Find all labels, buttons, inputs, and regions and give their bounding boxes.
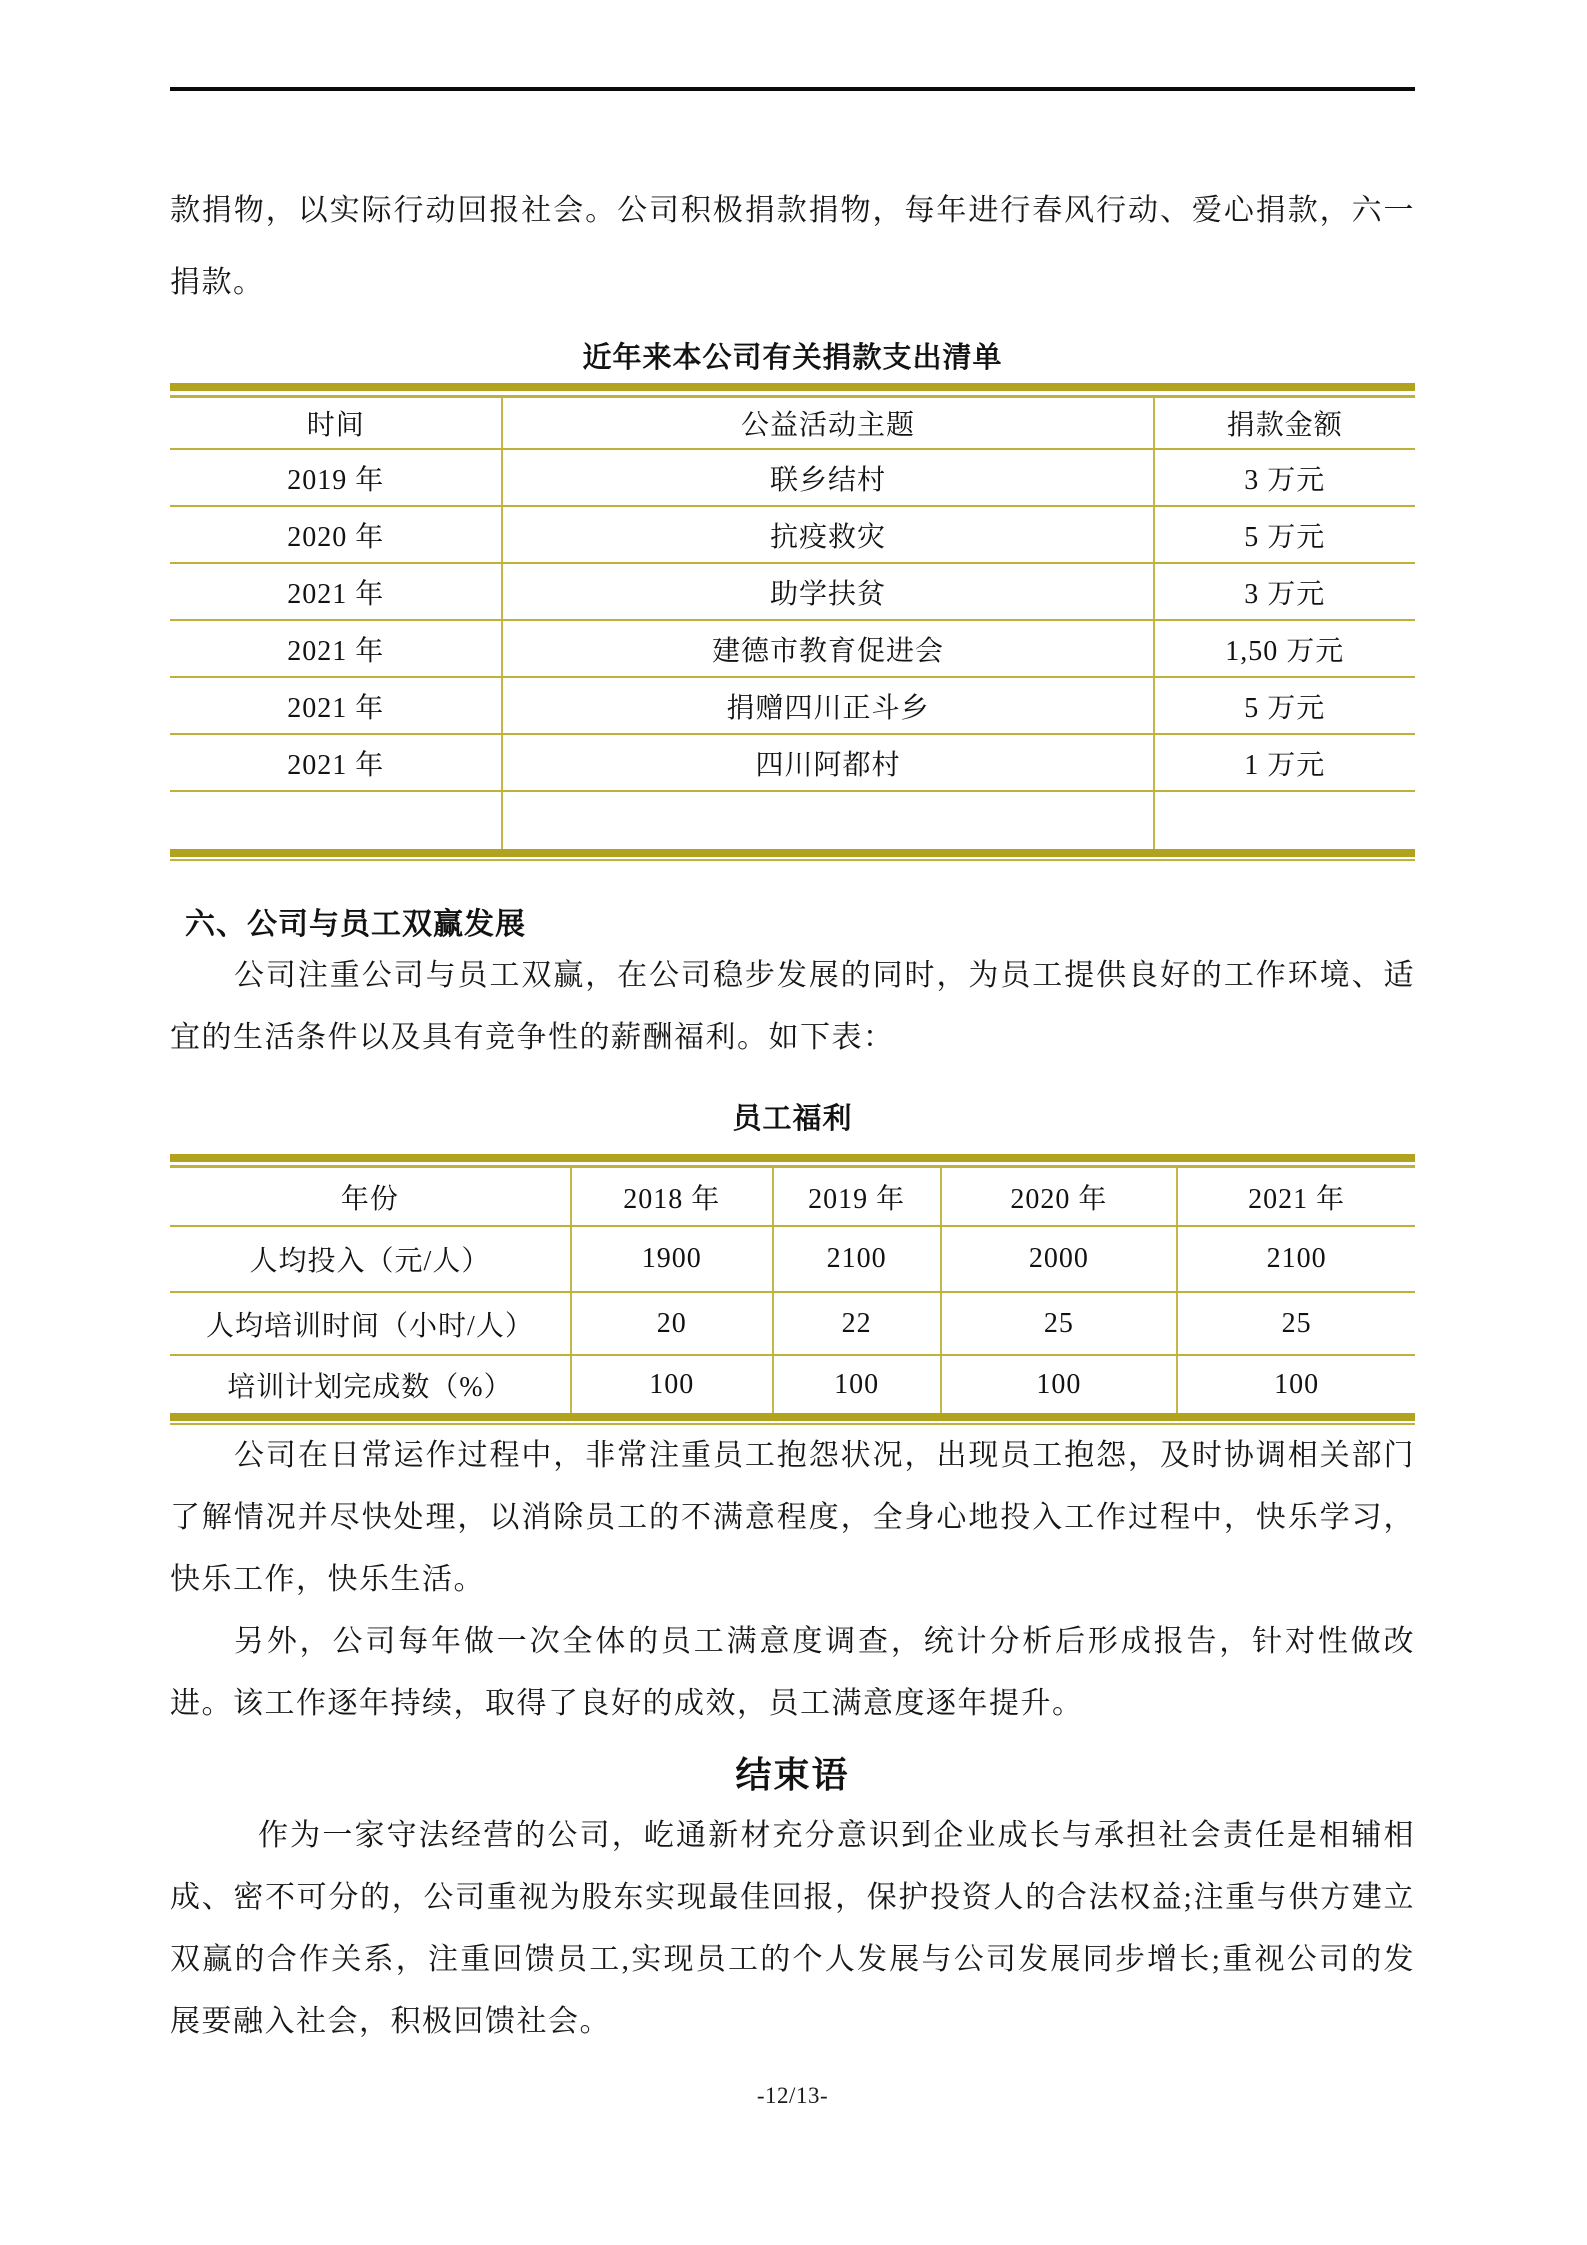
table-cell: 2000 <box>941 1226 1178 1292</box>
column-header: 时间 <box>170 398 502 449</box>
table-top-bar <box>170 383 1415 391</box>
table-cell: 2021 年 <box>170 563 502 620</box>
column-header: 年份 <box>170 1168 571 1226</box>
table-row-empty <box>170 791 1415 849</box>
table-cell: 100 <box>773 1355 941 1413</box>
table-row <box>170 734 1415 791</box>
table-cell: 捐赠四川正斗乡 <box>502 677 1153 734</box>
table-header-row <box>170 1168 1415 1226</box>
table-cell: 25 <box>941 1292 1178 1355</box>
table-cell: 1 万元 <box>1154 734 1415 791</box>
column-header: 公益活动主题 <box>502 398 1153 449</box>
table-cell: 联乡结村 <box>502 449 1153 506</box>
table-cell: 2100 <box>773 1226 941 1292</box>
table-cell: 1,50 万元 <box>1154 620 1415 677</box>
header-rule <box>170 87 1415 91</box>
donation-table-title: 近年来本公司有关捐款支出清单 <box>582 342 1003 374</box>
table-cell: 建德市教育促进会 <box>502 620 1153 677</box>
table-bottom-bar <box>170 1413 1415 1421</box>
table-row <box>170 677 1415 734</box>
paragraph-survey: 另外，公司每年做一次全体的员工满意度调查，统计分析后形成报告，针对性做改进。该工作逐年持续，取得了良好的成效，员工满意度逐年提升。 <box>170 1625 1415 1720</box>
column-header: 2018 年 <box>571 1168 773 1226</box>
table-row <box>170 620 1415 677</box>
table-row <box>170 449 1415 506</box>
table-cell: 100 <box>941 1355 1178 1413</box>
table-cell: 2019 年 <box>170 449 502 506</box>
table-cell: 20 <box>571 1292 773 1355</box>
table-cell: 100 <box>1177 1355 1415 1413</box>
table-cell: 抗疫救灾 <box>502 506 1153 563</box>
table-row <box>170 1355 1415 1413</box>
paragraph-complaints: 公司在日常运作过程中，非常注重员工抱怨状况，出现员工抱怨，及时协调相关部门了解情况并尽快处理，以消除员工的不满意程度，全身心地投入工作过程中，快乐学习，快乐工作，快乐生活。 <box>170 1439 1415 1596</box>
table-cell: 助学扶贫 <box>502 563 1153 620</box>
paragraph-intro: 款捐物，以实际行动回报社会。公司积极捐款捐物，每年进行春风行动、爱心捐款，六一捐款。 <box>170 194 1415 299</box>
paragraph-conclusion: 作为一家守法经营的公司，屹通新材充分意识到企业成长与承担社会责任是相辅相成、密不可分的，公司重视为股东实现最佳回报，保护投资人的合法权益;注重与供方建立双赢的合作关系，注重回馈员工,实现员工的个人发展与公司发展同步增长;重视公司的发展要融入社会，积极回馈社会。 <box>170 1819 1415 2038</box>
page-number: -12/13- <box>756 2083 829 2108</box>
column-header: 2021 年 <box>1177 1168 1415 1226</box>
row-label: 人均投入（元/人） <box>170 1226 571 1292</box>
table-cell: 25 <box>1177 1292 1415 1355</box>
donation-table <box>170 383 1415 861</box>
row-label: 人均培训时间（小时/人） <box>170 1292 571 1355</box>
table-header-row <box>170 398 1415 449</box>
table-cell: 1900 <box>571 1226 773 1292</box>
table-row <box>170 506 1415 563</box>
conclusion-heading: 结束语 <box>735 1755 850 1795</box>
table-cell <box>1154 791 1415 849</box>
table-cell: 22 <box>773 1292 941 1355</box>
table-cell: 3 万元 <box>1154 449 1415 506</box>
table-cell: 5 万元 <box>1154 677 1415 734</box>
table-cell: 100 <box>571 1355 773 1413</box>
table-cell <box>170 791 502 849</box>
table-cell: 2100 <box>1177 1226 1415 1292</box>
table-top-bar <box>170 1154 1415 1162</box>
table-cell: 3 万元 <box>1154 563 1415 620</box>
donation-table-grid <box>170 398 1415 849</box>
table-cell <box>502 791 1153 849</box>
paragraph-section6: 公司注重公司与员工双赢，在公司稳步发展的同时，为员工提供良好的工作环境、适宜的生活条件以及具有竞争性的薪酬福利。如下表： <box>170 959 1415 1054</box>
welfare-table-title: 员工福利 <box>732 1103 853 1135</box>
column-header: 2020 年 <box>941 1168 1178 1226</box>
table-bottom-bar <box>170 849 1415 857</box>
table-cell: 2021 年 <box>170 620 502 677</box>
row-label: 培训计划完成数（%） <box>227 1371 513 1403</box>
column-header: 捐款金额 <box>1154 398 1415 449</box>
column-header: 2019 年 <box>773 1168 941 1226</box>
table-cell: 四川阿都村 <box>502 734 1153 791</box>
table-cell: 5 万元 <box>1154 506 1415 563</box>
section-heading: 六、公司与员工双赢发展 <box>185 908 526 941</box>
table-cell: 2021 年 <box>170 677 502 734</box>
table-row <box>170 1292 1415 1355</box>
welfare-table <box>170 1154 1415 1425</box>
table-bottom-line <box>170 859 1415 861</box>
welfare-table-grid <box>170 1168 1415 1413</box>
table-row <box>170 1226 1415 1292</box>
table-cell: 2020 年 <box>170 506 502 563</box>
table-cell: 2021 年 <box>170 734 502 791</box>
table-row <box>170 563 1415 620</box>
page-content <box>170 175 1415 2111</box>
